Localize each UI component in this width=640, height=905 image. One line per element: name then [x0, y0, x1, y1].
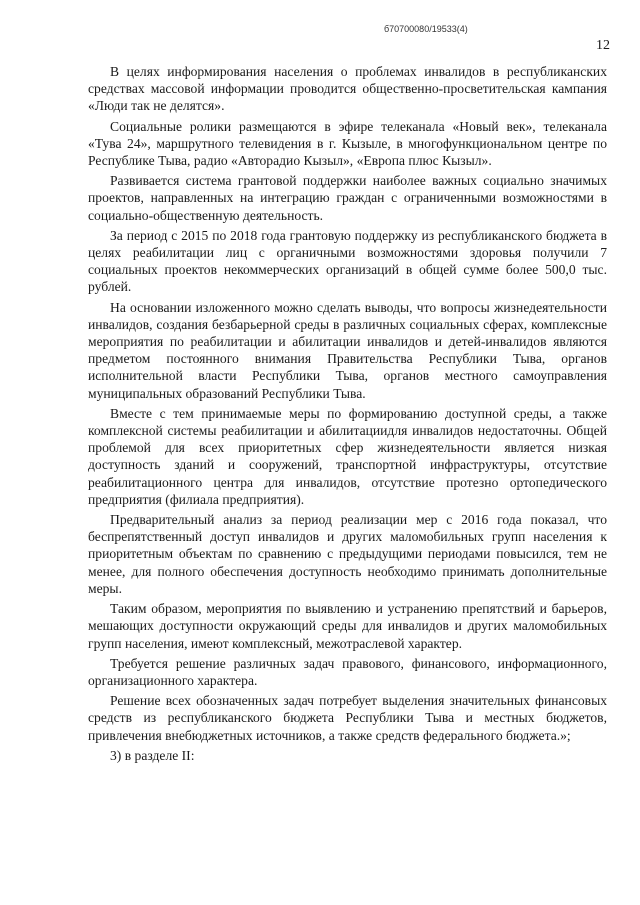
paragraph: Требуется решение различных задач правового, финансового, информационного, организационного характера. — [88, 655, 607, 688]
paragraph: Предварительный анализ за период реализации мер с 2016 года показал, что беспрепятственный доступ инвалидов и других маломобильных групп населения к приоритетным объектам по сравнению с предыдущими периодами повысился, тем не менее, для полного обеспечения доступность необходимо принимать дополнительные меры. — [88, 512, 607, 596]
paragraph: За период с 2015 по 2018 года грантовую поддержку из республиканского бюджета в целях реабилитации лиц с органичными возможностями здоровья получили 7 социальных проектов некоммерческих организаций в общей сумме более 500,0 тыс. рублей. — [88, 227, 607, 295]
document-body — [88, 63, 607, 767]
paragraph: Социальные ролики размещаются в эфире телеканала «Новый век», телеканала «Тува 24», маршрутного телевидения в г. Кызыле, в многофункциональном центре по Республике Тыва, радио «Авторадио Кызыл», «Европа плюс Кызыл». — [88, 118, 607, 169]
document-code: б70700080/19533(4) — [384, 24, 468, 34]
paragraph: Вместе с тем принимаемые меры по формированию доступной среды, а также комплексной системы реабилитации и абилитациидля инвалидов недостаточны. Общей проблемой для всех приоритетных сфер жизнедеятельности является низкая доступность зданий и сооружений, транспортной инфраструктуры, отсутствие реабилитационного центра для инвалидов, отсутствие протезно ортопедического предприятия (филиала предприятия). — [88, 405, 607, 507]
paragraph: На основании изложенного можно сделать выводы, что вопросы жизнедеятельности инвалидов, создания безбарьерной среды в различных социальных сферах, комплексные мероприятия по реабилитации и абилитации инвалидов и детей-инвалидов являются предметом постоянного внимания Правительства Республики Тыва, органов исполнительной власти Республики Тыва, органов местного самоуправления муниципальных образований Республики Тыва. — [88, 299, 607, 401]
paragraph: В целях информирования населения о проблемах инвалидов в республиканских средствах массовой информации проводится общественно-просветительская кампания «Люди так не делятся». — [88, 64, 607, 114]
paragraph: Таким образом, мероприятия по выявлению и устранению препятствий и барьеров, мешающих доступности окружающий среды для инвалидов и других маломобильных групп населения, имеют комплексный, межотраслевой характер. — [88, 601, 607, 651]
page-number: 12 — [596, 38, 610, 53]
paragraph: Развивается система грантовой поддержки наиболее важных социально значимых проектов, направленных на интеграцию граждан с ограниченными возможностями в социально-общественную деятельность. — [88, 173, 607, 223]
paragraph: Решение всех обозначенных задач потребует выделения значительных финансовых средств из республиканского бюджета Республики Тыва и местных бюджетов, привлечения внебюджетных источников, а также средств федерального бюджета.»; — [88, 693, 607, 743]
section-item: 3) в разделе II: — [110, 747, 195, 763]
